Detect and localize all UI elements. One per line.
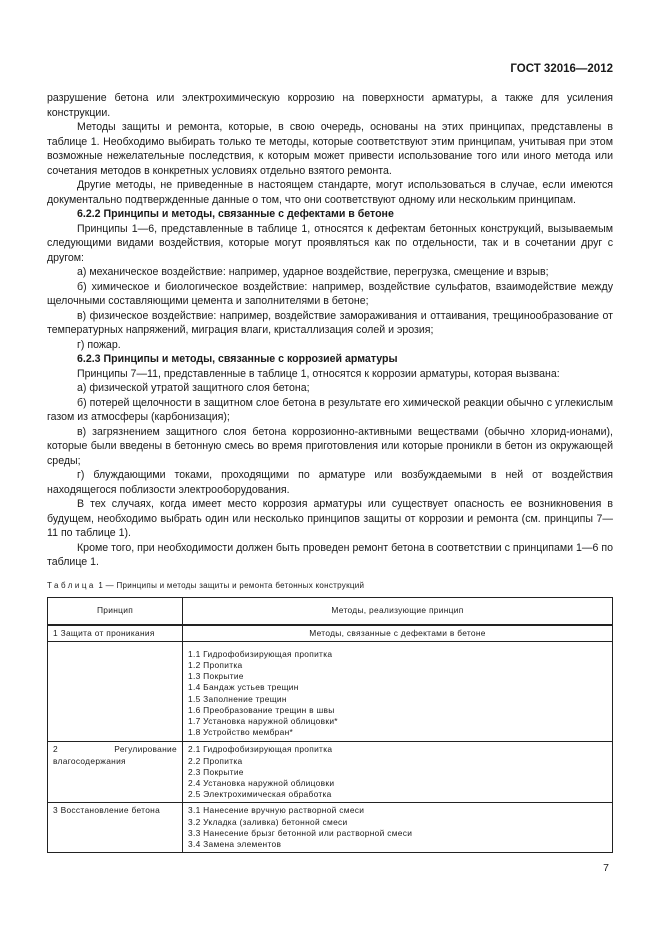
table-row (48, 742, 613, 803)
list-item: г) пожар. (77, 338, 121, 351)
methods-group-title: Методы, связанные с дефектами в бетоне (183, 625, 613, 642)
section-heading-6-2-2: 6.2.2 Принципы и методы, связанные с дефектами в бетоне (77, 208, 394, 220)
list-item: а) физической утратой защитного слоя бетона; (77, 382, 310, 394)
method-item: 2.2 Пропитка (188, 755, 243, 766)
paragraph: Принципы 7—11, представленные в таблице 1, относятся к коррозии арматуры, которая вызвана: (77, 367, 560, 380)
method-item: 1.1 Гидрофобизирующая пропитка (188, 648, 333, 659)
paragraph: В тех случаях, когда имеет место коррозия арматуры или существует опасность ее возникновения в будущем, необходимо выбрать один или несколько принципов защиты от коррозии и ремонта (см. принципы 7—11 по таблице 1). (47, 498, 613, 539)
table-group-row (48, 625, 613, 642)
method-item: 1.8 Устройство мембран* (188, 727, 294, 738)
column-header-methods: Методы, реализующие принцип (183, 597, 613, 625)
principle-cell: 1 Защита от проникания (48, 625, 183, 642)
method-item: 2.3 Покрытие (188, 766, 244, 777)
methods-cell (183, 742, 613, 803)
method-item: 1.7 Установка наружной облицовки* (188, 715, 338, 726)
method-item: 1.5 Заполнение трещин (188, 693, 287, 704)
table-caption (47, 580, 613, 591)
method-item: 3.2 Укладка (заливка) бетонной смеси (188, 816, 348, 827)
section-heading-6-2-3: 6.2.3 Принципы и методы, связанные с коррозией арматуры (77, 353, 398, 365)
methods-cell (183, 803, 613, 853)
principles-table (47, 597, 613, 854)
page-number: 7 (603, 862, 609, 875)
method-item: 2.5 Электрохимическая обработка (188, 789, 332, 800)
principle-cell (48, 641, 183, 742)
list-item: б) химическое и биологическое воздействие: например, воздействие сульфатов, взаимодействие между щелочными составляющими цемента и заполнителями в бетоне; (47, 280, 613, 307)
principle-cell: 3 Восстановление бетона (48, 803, 183, 853)
paragraph: Кроме того, при необходимости должен быть проведен ремонт бетона в соответствии с принципами 1—6 по таблице 1. (47, 541, 613, 568)
list-item: в) физическое воздействие: например, воздействие замораживания и оттаивания, трещинообразование от температурных напряжений, миграция влаги, кристаллизация солей и эрозия; (47, 309, 613, 336)
paragraph: Другие методы, не приведенные в настоящем стандарте, могут использоваться в случае, если имеются документально подтвержденные данные о том, что они соответствуют одному или нескольким принципам. (47, 179, 613, 206)
table-row (48, 803, 613, 853)
principle-cell: 2 Регулирование влагосодержания (48, 742, 183, 803)
standard-designation: ГОСТ 32016—2012 (510, 63, 613, 75)
method-item: 3.3 Нанесение брызг бетонной или растворной смеси (188, 827, 413, 838)
methods-cell (183, 641, 613, 742)
list-item: б) потерей щелочности в защитном слое бетона в результате его химической реакции обычно с углекислым газом из атмосферы (карбонизация); (47, 396, 613, 423)
table-row (48, 641, 613, 742)
page-content (47, 91, 613, 875)
method-item: 3.4 Замена элементов (188, 838, 282, 849)
method-item: 3.1 Нанесение вручную растворной смеси (188, 805, 365, 816)
column-header-principle: Принцип (48, 597, 183, 625)
table-caption-word: Таблица (47, 580, 96, 590)
method-item: 1.4 Бандаж устьев трещин (188, 682, 299, 693)
paragraph: Методы защиты и ремонта, которые, в свою очередь, основаны на этих принципах, представлены в таблице 1. Необходимо выбирать только те методы, которые соответствуют этим принципам, учитывая при этом возможные нежелательные последствия, к которым может привести использование того или иного метода или сочетания методов в конкретных условиях отдельно взятого ремонта. (47, 121, 613, 177)
paragraph: Принципы 1—6, представленные в таблице 1, относятся к дефектам бетонных конструкций, вызываемым следующими видами воздействия, которые могут проявляться как по отдельности, так и в сочетании друг с другом: (47, 222, 613, 264)
list-item: г) блуждающими токами, проходящими по арматуре или возбуждаемыми в ней от воздействия находящегося поблизости электрооборудования. (47, 469, 613, 496)
list-item: а) механическое воздействие: например, ударное воздействие, перегрузка, смещение и взрыв; (77, 266, 549, 278)
method-item: 1.6 Преобразование трещин в швы (188, 704, 335, 715)
method-item: 1.2 Пропитка (188, 659, 243, 670)
list-item: в) загрязнением защитного слоя бетона коррозионно-активными веществами (обычно хлорид-ионами), которые были введены в бетонную смесь во время приготовления или которые проникли в бетон из окружающей среды; (47, 425, 613, 467)
paragraph: разрушение бетона или электрохимическую коррозию на поверхности арматуры, а также для усиления конструкции. (47, 92, 613, 119)
method-item: 2.1 Гидрофобизирующая пропитка (188, 744, 333, 755)
method-item: 1.3 Покрытие (188, 671, 244, 682)
method-item: 2.4 Установка наружной облицовки (188, 777, 335, 788)
document-body (47, 91, 613, 570)
table-caption-text: 1 — Принципы и методы защиты и ремонта бетонных конструкций (98, 580, 365, 590)
table-header-row (48, 597, 613, 625)
